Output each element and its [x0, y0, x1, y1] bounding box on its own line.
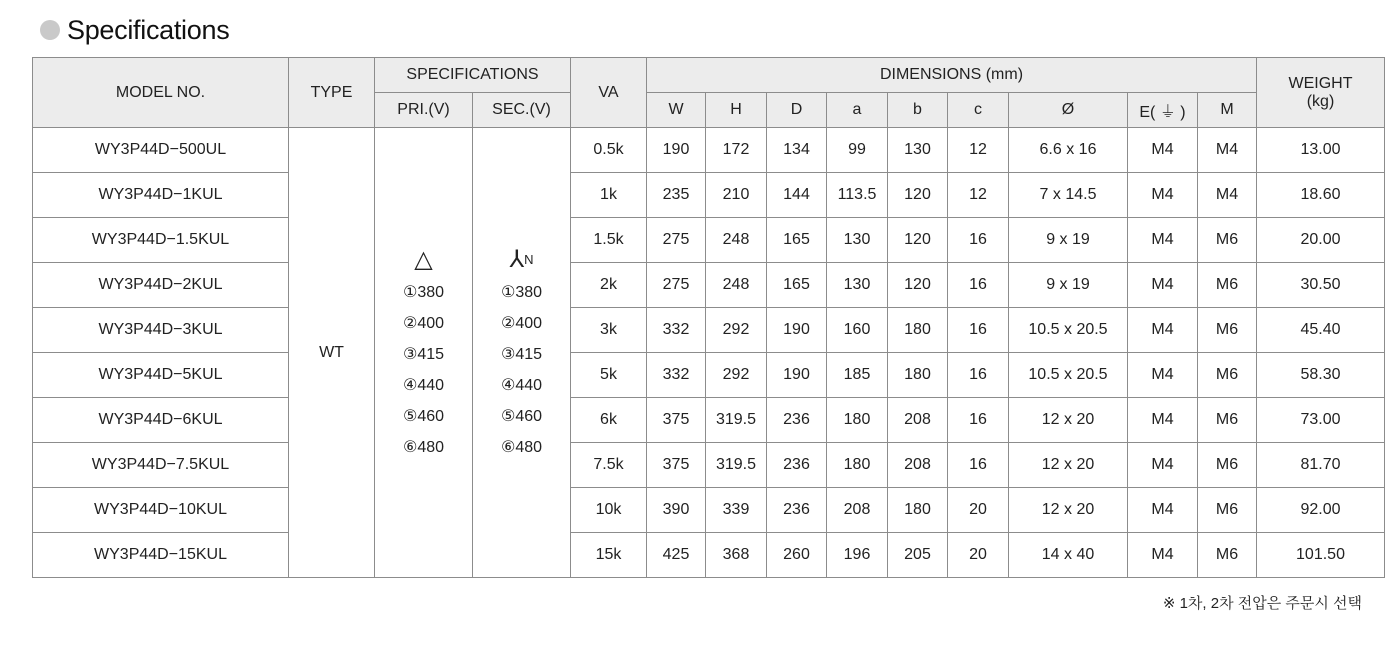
cell-h: 248 [706, 218, 767, 263]
pri-voltage-option: ③415 [402, 345, 445, 363]
cell-c: 16 [948, 308, 1009, 353]
cell-d: 260 [767, 533, 827, 578]
cell-c: 16 [948, 353, 1009, 398]
cell-diameter: 7 x 14.5 [1009, 173, 1128, 218]
cell-m: M6 [1198, 263, 1257, 308]
cell-m: M6 [1198, 443, 1257, 488]
header-c: c [948, 93, 1009, 128]
cell-h: 292 [706, 353, 767, 398]
cell-w: 375 [647, 398, 706, 443]
cell-model: WY3P44D−1KUL [33, 173, 289, 218]
table-row [33, 218, 1385, 263]
cell-w: 275 [647, 218, 706, 263]
cell-d: 190 [767, 308, 827, 353]
header-type: TYPE [289, 58, 375, 128]
specifications-table [32, 57, 1385, 578]
cell-va: 6k [571, 398, 647, 443]
cell-b: 205 [888, 533, 948, 578]
cell-diameter: 12 x 20 [1009, 398, 1128, 443]
cell-w: 375 [647, 443, 706, 488]
cell-b: 180 [888, 353, 948, 398]
cell-m: M4 [1198, 173, 1257, 218]
cell-m: M6 [1198, 218, 1257, 263]
cell-weight: 45.40 [1257, 308, 1385, 353]
table-body [33, 128, 1385, 578]
header-a: a [827, 93, 888, 128]
section-title [40, 12, 229, 48]
cell-b: 208 [888, 398, 948, 443]
cell-va: 7.5k [571, 443, 647, 488]
cell-weight: 18.60 [1257, 173, 1385, 218]
bullet-dot-icon [40, 20, 60, 40]
cell-va: 15k [571, 533, 647, 578]
header-model: MODEL NO. [33, 58, 289, 128]
cell-h: 248 [706, 263, 767, 308]
pri-voltage-option: ②400 [402, 314, 445, 332]
header-specifications: SPECIFICATIONS [375, 58, 571, 93]
cell-model: WY3P44D−7.5KUL [33, 443, 289, 488]
table-row [33, 488, 1385, 533]
cell-e: M4 [1128, 488, 1198, 533]
delta-symbol [375, 243, 472, 277]
cell-model: WY3P44D−6KUL [33, 398, 289, 443]
cell-a: 130 [827, 263, 888, 308]
cell-weight: 81.70 [1257, 443, 1385, 488]
cell-a: 180 [827, 443, 888, 488]
cell-w: 425 [647, 533, 706, 578]
cell-e: M4 [1128, 443, 1198, 488]
cell-model: WY3P44D−2KUL [33, 263, 289, 308]
cell-c: 16 [948, 263, 1009, 308]
cell-weight: 92.00 [1257, 488, 1385, 533]
pri-voltage-option: ⑤460 [402, 407, 445, 425]
table-row [33, 308, 1385, 353]
cell-model: WY3P44D−10KUL [33, 488, 289, 533]
cell-h: 368 [706, 533, 767, 578]
cell-model: WY3P44D−3KUL [33, 308, 289, 353]
cell-a: 130 [827, 218, 888, 263]
sec-voltage-option: ④440 [500, 376, 543, 394]
cell-m: M6 [1198, 353, 1257, 398]
cell-b: 120 [888, 218, 948, 263]
cell-m: M6 [1198, 308, 1257, 353]
cell-model: WY3P44D−1.5KUL [33, 218, 289, 263]
cell-model: WY3P44D−500UL [33, 128, 289, 173]
cell-h: 339 [706, 488, 767, 533]
cell-pri-voltages [375, 128, 473, 578]
pri-voltage-option: ④440 [402, 376, 445, 394]
cell-m: M6 [1198, 533, 1257, 578]
cell-d: 236 [767, 443, 827, 488]
pri-symbol-glyph: △ [414, 245, 433, 273]
cell-diameter: 14 x 40 [1009, 533, 1128, 578]
header-weight [1257, 58, 1385, 128]
cell-va: 0.5k [571, 128, 647, 173]
cell-e: M4 [1128, 533, 1198, 578]
pri-voltage-option: ①380 [402, 283, 445, 301]
cell-weight: 13.00 [1257, 128, 1385, 173]
cell-c: 12 [948, 128, 1009, 173]
cell-c: 16 [948, 218, 1009, 263]
cell-sec-voltages [473, 128, 571, 578]
cell-h: 172 [706, 128, 767, 173]
cell-a: 196 [827, 533, 888, 578]
cell-va: 2k [571, 263, 647, 308]
table-row [33, 443, 1385, 488]
header-e-ground: E( ⏚ ) [1128, 93, 1198, 128]
cell-diameter: 6.6 x 16 [1009, 128, 1128, 173]
cell-h: 319.5 [706, 443, 767, 488]
cell-e: M4 [1128, 218, 1198, 263]
header-phi: Ø [1009, 93, 1128, 128]
table-row [33, 263, 1385, 308]
cell-d: 165 [767, 263, 827, 308]
sec-symbol-glyph: ⅄ [509, 245, 525, 273]
cell-d: 236 [767, 488, 827, 533]
table-row [33, 533, 1385, 578]
cell-model: WY3P44D−5KUL [33, 353, 289, 398]
cell-e: M4 [1128, 128, 1198, 173]
cell-a: 180 [827, 398, 888, 443]
cell-h: 292 [706, 308, 767, 353]
cell-b: 120 [888, 263, 948, 308]
cell-diameter: 12 x 20 [1009, 443, 1128, 488]
cell-w: 332 [647, 353, 706, 398]
cell-e: M4 [1128, 308, 1198, 353]
cell-va: 1k [571, 173, 647, 218]
cell-c: 16 [948, 443, 1009, 488]
header-d: D [767, 93, 827, 128]
header-va: VA [571, 58, 647, 128]
sec-symbol-suffix: N [524, 251, 534, 267]
table-row [33, 173, 1385, 218]
sec-voltage-option: ③415 [500, 345, 543, 363]
header-weight-unit: (kg) [1306, 92, 1335, 110]
cell-va: 1.5k [571, 218, 647, 263]
cell-diameter: 9 x 19 [1009, 218, 1128, 263]
sec-voltage-option: ⑥480 [500, 438, 543, 456]
header-b: b [888, 93, 948, 128]
cell-diameter: 10.5 x 20.5 [1009, 308, 1128, 353]
cell-c: 12 [948, 173, 1009, 218]
header-h: H [706, 93, 767, 128]
cell-weight: 30.50 [1257, 263, 1385, 308]
sec-voltage-option: ①380 [500, 283, 543, 301]
cell-e: M4 [1128, 398, 1198, 443]
cell-e: M4 [1128, 173, 1198, 218]
cell-d: 236 [767, 398, 827, 443]
cell-b: 120 [888, 173, 948, 218]
cell-b: 180 [888, 488, 948, 533]
cell-model: WY3P44D−15KUL [33, 533, 289, 578]
sec-voltage-option: ②400 [500, 314, 543, 332]
wye-symbol [473, 243, 570, 277]
cell-d: 134 [767, 128, 827, 173]
cell-h: 210 [706, 173, 767, 218]
cell-d: 165 [767, 218, 827, 263]
header-m: M [1198, 93, 1257, 128]
cell-a: 99 [827, 128, 888, 173]
table-row [33, 128, 1385, 173]
sec-voltage-option: ⑤460 [500, 407, 543, 425]
cell-diameter: 10.5 x 20.5 [1009, 353, 1128, 398]
cell-a: 185 [827, 353, 888, 398]
cell-c: 20 [948, 533, 1009, 578]
cell-e: M4 [1128, 263, 1198, 308]
cell-e: M4 [1128, 353, 1198, 398]
cell-m: M6 [1198, 398, 1257, 443]
cell-d: 190 [767, 353, 827, 398]
cell-b: 180 [888, 308, 948, 353]
cell-a: 113.5 [827, 173, 888, 218]
page-title: Specifications [67, 14, 230, 45]
cell-d: 144 [767, 173, 827, 218]
table-row [33, 353, 1385, 398]
cell-h: 319.5 [706, 398, 767, 443]
cell-a: 208 [827, 488, 888, 533]
cell-type: WT [289, 128, 375, 578]
cell-w: 275 [647, 263, 706, 308]
cell-va: 5k [571, 353, 647, 398]
cell-diameter: 12 x 20 [1009, 488, 1128, 533]
cell-diameter: 9 x 19 [1009, 263, 1128, 308]
cell-w: 235 [647, 173, 706, 218]
header-w: W [647, 93, 706, 128]
cell-c: 16 [948, 398, 1009, 443]
cell-m: M4 [1198, 128, 1257, 173]
cell-va: 10k [571, 488, 647, 533]
cell-w: 390 [647, 488, 706, 533]
cell-va: 3k [571, 308, 647, 353]
cell-weight: 101.50 [1257, 533, 1385, 578]
header-pri: PRI.(V) [375, 93, 473, 128]
table-row [33, 398, 1385, 443]
cell-weight: 58.30 [1257, 353, 1385, 398]
pri-voltage-option: ⑥480 [402, 438, 445, 456]
header-dimensions: DIMENSIONS (mm) [647, 58, 1257, 93]
header-sec: SEC.(V) [473, 93, 571, 128]
cell-b: 130 [888, 128, 948, 173]
cell-a: 160 [827, 308, 888, 353]
cell-c: 20 [948, 488, 1009, 533]
cell-w: 332 [647, 308, 706, 353]
footnote: ※ 1차, 2차 전압은 주문시 선택 [1162, 595, 1362, 612]
header-weight-label: WEIGHT [1288, 74, 1353, 92]
cell-b: 208 [888, 443, 948, 488]
cell-weight: 20.00 [1257, 218, 1385, 263]
cell-w: 190 [647, 128, 706, 173]
cell-weight: 73.00 [1257, 398, 1385, 443]
cell-m: M6 [1198, 488, 1257, 533]
